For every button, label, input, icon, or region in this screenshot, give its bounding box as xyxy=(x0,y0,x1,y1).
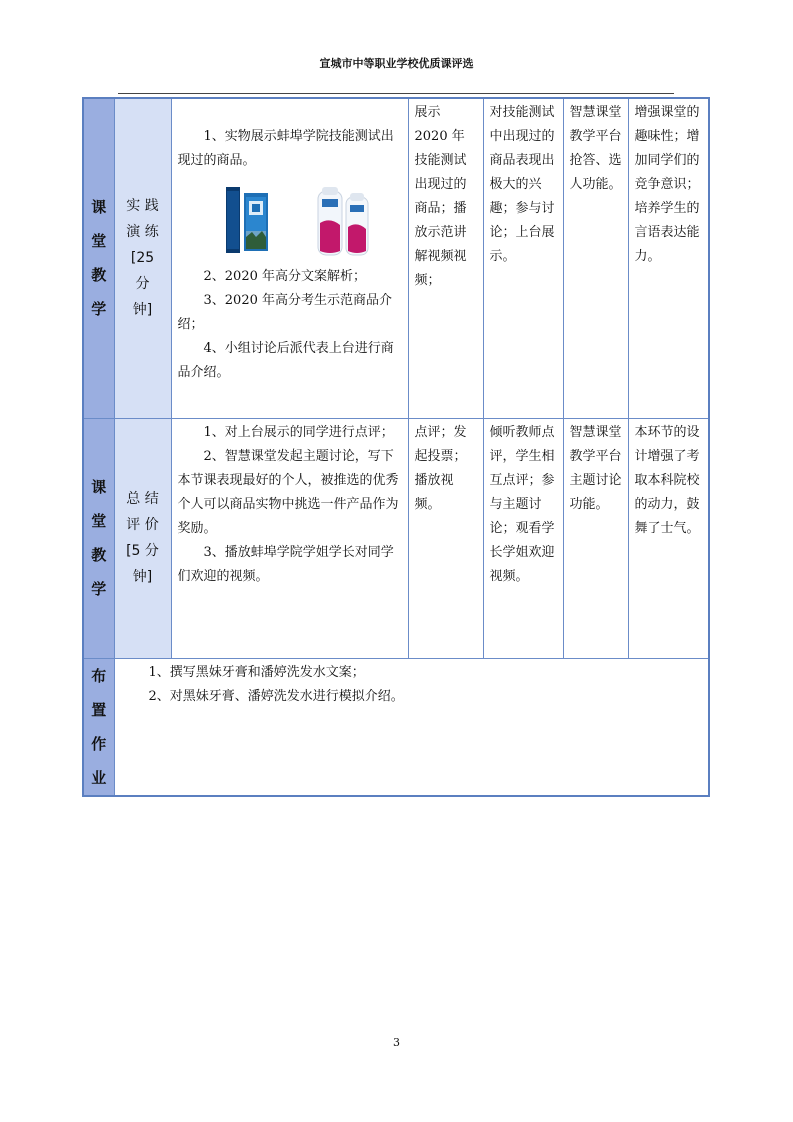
phase-cell xyxy=(114,418,171,658)
phase-line: 实 践 xyxy=(126,198,159,215)
lesson-plan-table xyxy=(82,97,710,797)
section-char: 学 xyxy=(91,300,107,319)
content-item: 4、小组讨论后派代表上台进行商品介绍。 xyxy=(177,341,394,380)
content-item: 2、2020 年高分文案解析； xyxy=(203,269,366,284)
homework-content-cell xyxy=(114,658,709,796)
content-item: 3、2020 年高分考生示范商品介绍； xyxy=(177,293,392,332)
practice-row xyxy=(83,98,709,418)
section-cell xyxy=(83,98,114,418)
homework-section-cell xyxy=(83,658,114,796)
teacher-activity-cell: 展示 2020 年技能测试出现过的商品；播放示范讲解视频视频； xyxy=(408,98,483,418)
section-char: 布 xyxy=(91,666,107,685)
phase-line: 评 价 xyxy=(126,517,159,533)
section-char: 作 xyxy=(91,734,107,753)
page-number: 3 xyxy=(393,1036,400,1049)
section-char: 学 xyxy=(91,580,107,598)
student-activity-cell: 倾听教师点评，学生相互点评；参与主题讨论；观看学长学姐欢迎视频。 xyxy=(483,418,563,658)
phase-line: [25 xyxy=(130,250,155,267)
section-char: 教 xyxy=(91,266,107,285)
phase-line: 钟] xyxy=(132,569,153,585)
header-rule xyxy=(118,93,674,94)
section-char: 课 xyxy=(91,198,107,217)
section-char: 堂 xyxy=(91,232,107,251)
shampoo-bottles-product-photo xyxy=(312,183,372,257)
toothpaste-product-photo xyxy=(222,185,272,255)
content-item: 3、播放蚌埠学院学姐学长对同学们欢迎的视频。 xyxy=(177,544,394,584)
phase-line: 钟] xyxy=(132,302,153,319)
homework-row xyxy=(83,658,709,796)
homework-item: 1、撰写黑妹牙膏和潘婷洗发水文案； xyxy=(148,664,365,680)
summary-row xyxy=(83,418,709,658)
content-item: 1、实物展示蚌埠学院技能测试出现过的商品。 xyxy=(177,129,394,168)
section-char: 业 xyxy=(91,768,107,787)
content-item: 2、智慧课堂发起主题讨论，写下本节课表现最好的个人，被推选的优秀个人可以商品实物中挑选一件产品作为奖励。 xyxy=(177,448,399,536)
technology-cell: 智慧课堂教学平台主题讨论功能。 xyxy=(563,418,628,658)
design-intent-cell: 本环节的设计增强了考取本科院校的动力，鼓舞了士气。 xyxy=(628,418,709,658)
content-cell xyxy=(171,98,408,418)
phase-line: 分 xyxy=(135,276,150,293)
section-char: 教 xyxy=(91,546,107,564)
technology-cell: 智慧课堂教学平台抢答、选人功能。 xyxy=(563,98,628,418)
product-images xyxy=(178,177,402,263)
section-char: 课 xyxy=(91,478,107,496)
section-char: 置 xyxy=(91,700,107,719)
homework-item: 2、对黑妹牙膏、潘婷洗发水进行模拟介绍。 xyxy=(148,688,404,704)
phase-cell xyxy=(114,98,171,418)
content-cell xyxy=(171,418,408,658)
phase-line: 总 结 xyxy=(126,491,159,507)
section-cell xyxy=(83,418,114,658)
phase-line: 演 练 xyxy=(126,224,159,241)
section-char: 堂 xyxy=(91,512,107,530)
content-item: 1、对上台展示的同学进行点评； xyxy=(203,424,394,440)
page-header-title: 宣城市中等职业学校优质课评选 xyxy=(319,57,474,70)
teacher-activity-cell: 点评；发起投票；播放视频。 xyxy=(408,418,483,658)
phase-line: [5 分 xyxy=(126,543,159,559)
design-intent-cell: 增强课堂的趣味性；增加同学们的竞争意识；培养学生的言语表达能力。 xyxy=(628,98,709,418)
student-activity-cell: 对技能测试中出现过的商品表现出极大的兴趣；参与讨论；上台展示。 xyxy=(483,98,563,418)
